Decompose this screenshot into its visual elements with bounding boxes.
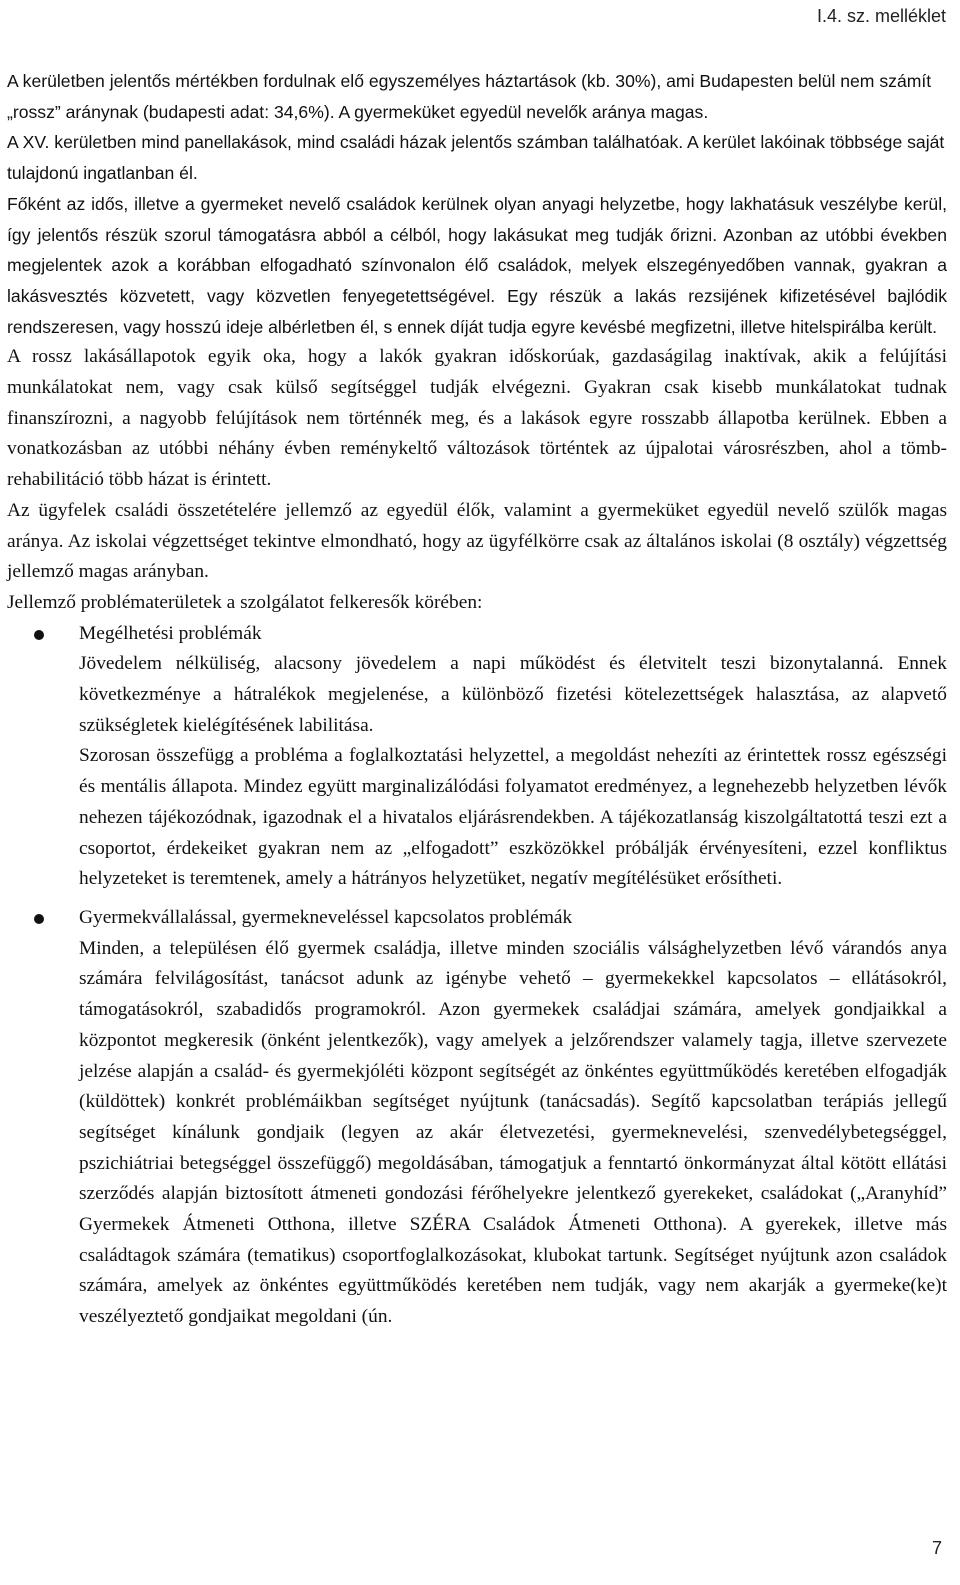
- bullet-title: Megélhetési problémák: [79, 622, 262, 644]
- paragraph-households: A kerületben jelentős mértékben fordulnak elő egyszemélyes háztartások (kb. 30%), ami Budapesten belül nem számít „rossz” aránynak (budapesti adat: 34,6%). A gyermeküket egyedül nevelők aránya magas.: [7, 71, 932, 122]
- bullet-title: Gyermekvállalással, gyermekneveléssel kapcsolatos problémák: [79, 906, 573, 928]
- paragraph-client-composition: Az ügyfelek családi összetételére jellemző az egyedül élők, valamint a gyermeküket egyedül nevelő szülők magas aránya. Az iskolai végzettséget tekintve elmondható, hogy az ügyfélkörre csak az általános iskolai (8 osztály) végzettség jellemző magas arányban.: [7, 499, 947, 583]
- appendix-label: I.4. sz. melléklet: [816, 6, 946, 26]
- bullet-item-child-rearing: [7, 903, 947, 1333]
- bullet-dot-icon: [34, 630, 44, 640]
- bullet-dot-icon: [34, 914, 44, 924]
- paragraph-housing-condition: A rossz lakásállapotok egyik oka, hogy a lakók gyakran időskorúak, gazdaságilag inaktívak, akik a felújítási munkálatokat nem, vagy csak külső segítséggel tudják elvégezni. Gyakran csak kisebb munkálatokat tudnak finanszírozni, a nagyobb felújítások nem történnék meg, és a lakások egyre rosszabb állapotba kerülnek. Ebben a vonatkozásban az utóbbi néhány évben reménykeltő változások történtek az újpalotai városrészben, ahol a tömb-rehabilitáció több házat is érintett.: [7, 346, 947, 491]
- bullet-paragraph: Jövedelem nélküliség, alacsony jövedelem a napi működést és életvitelt teszi bizonytalanná. Ennek következménye a hátralékok megjelenése, a különböző fizetési kötelezettségek halasztása, az alapvető szükségletek kielégítésének labilitása.: [79, 653, 947, 736]
- page-number: 7: [931, 1538, 942, 1558]
- bullet-paragraph: Minden, a településen élő gyermek családja, illetve minden szociális válsághelyzetben lévő várandós anya számára felvilágosítást, tanácsot adunk az igénybe vehető – gyermekekkel kapcsolatos – ellátásokról, támogatásokról, szabadidős programokról. Azon gyermekek családjai számára, amelyek gondjaikkal a központot megkeresik (önként jelentkezők), vagy amelyek a jelzőrendszer valamely tagja, illetve szervezete jelzése alapján a család- és gyermekjóléti központ segítségét az önkéntes együttműködés keretében elfogadják (küldöttek) konkrét problémáikban segítséget nyújtunk (tanácsadás). Segítő kapcsolatban terápiás jellegű segítséget kínálunk gondjaik (legyen az akár életvezetési, gyermeknevelési, szenvedélybetegséggel, pszichiátriai betegséggel összefüggő) megoldásában, támogatjuk a fenntartó önkormányzat által kötött ellátási szerződés alapján biztosított átmeneti gondozási férőhelyekre jelentkező gyerekeket, családokat („Aranyhíd” Gyermekek Átmeneti Otthona, illetve SZÉRA Családok Átmeneti Otthona). A gyerekek, illetve más családtagok számára (tematikus) csoportfoglalkozásokat, klubokat tartunk. Segítséget nyújtunk azon családok számára, amelyek az önkéntes együttműködés keretében nem tudják, vagy nem akarják a gyermeke(ke)t veszélyeztető gondjaikat megoldani (ún.: [79, 937, 947, 1328]
- bullet-item-livelihood: [7, 619, 947, 895]
- paragraph-housing-risk: Főként az idős, illetve a gyermeket nevelő családok kerülnek olyan anyagi helyzetbe, hogy lakhatásuk veszélybe kerül, így jelentős részük szorul támogatásra abból a célból, hogy lakásukat meg tudják őrizni. Azonban az utóbbi években megjelentek azok a korábban elfogadható színvonalon élő családok, melyek elszegényedőben vannak, gyakran a lakásvesztés közvetett, vagy közvetlen fenyegetettségével. Egy részük a lakás rezsijének kifizetésével bajlódik rendszeresen, vagy hosszú ideje albérletben él, s ennek díját tudja egyre kevésbé megfizetni, illetve hitelspirálba került.: [7, 193, 947, 337]
- document-body: [7, 66, 947, 1333]
- paragraph-housing-types: A XV. kerületben mind panellakások, mind családi házak jelentős számban találhatóak. A kerület lakóinak többsége saját tulajdonú ingatlanban él.: [7, 132, 945, 184]
- paragraph-problem-areas-intro: Jellemző problématerületek a szolgálatot felkeresők körében:: [7, 591, 483, 613]
- bullet-paragraph: Szorosan összefügg a probléma a foglalkoztatási helyzettel, a megoldást nehezíti az érintettek rossz egészségi és mentális állapota. Mindez együtt marginalizálódási folyamatot eredményez, a legnehezebb helyzetben lévők nehezen tájékozódnak, igazodnak el a hivatalos eljárásrendekben. A tájékozatlanság kiszolgáltatottá teszi ezt a csoportot, érdekeiket gyakran nem az „elfogadott” eszközökkel próbálják érvényesíteni, ezzel konfliktus helyzeteket is teremtenek, amely a hátrányos helyzetüket, negatív megítélésüket erősítheti.: [79, 745, 947, 890]
